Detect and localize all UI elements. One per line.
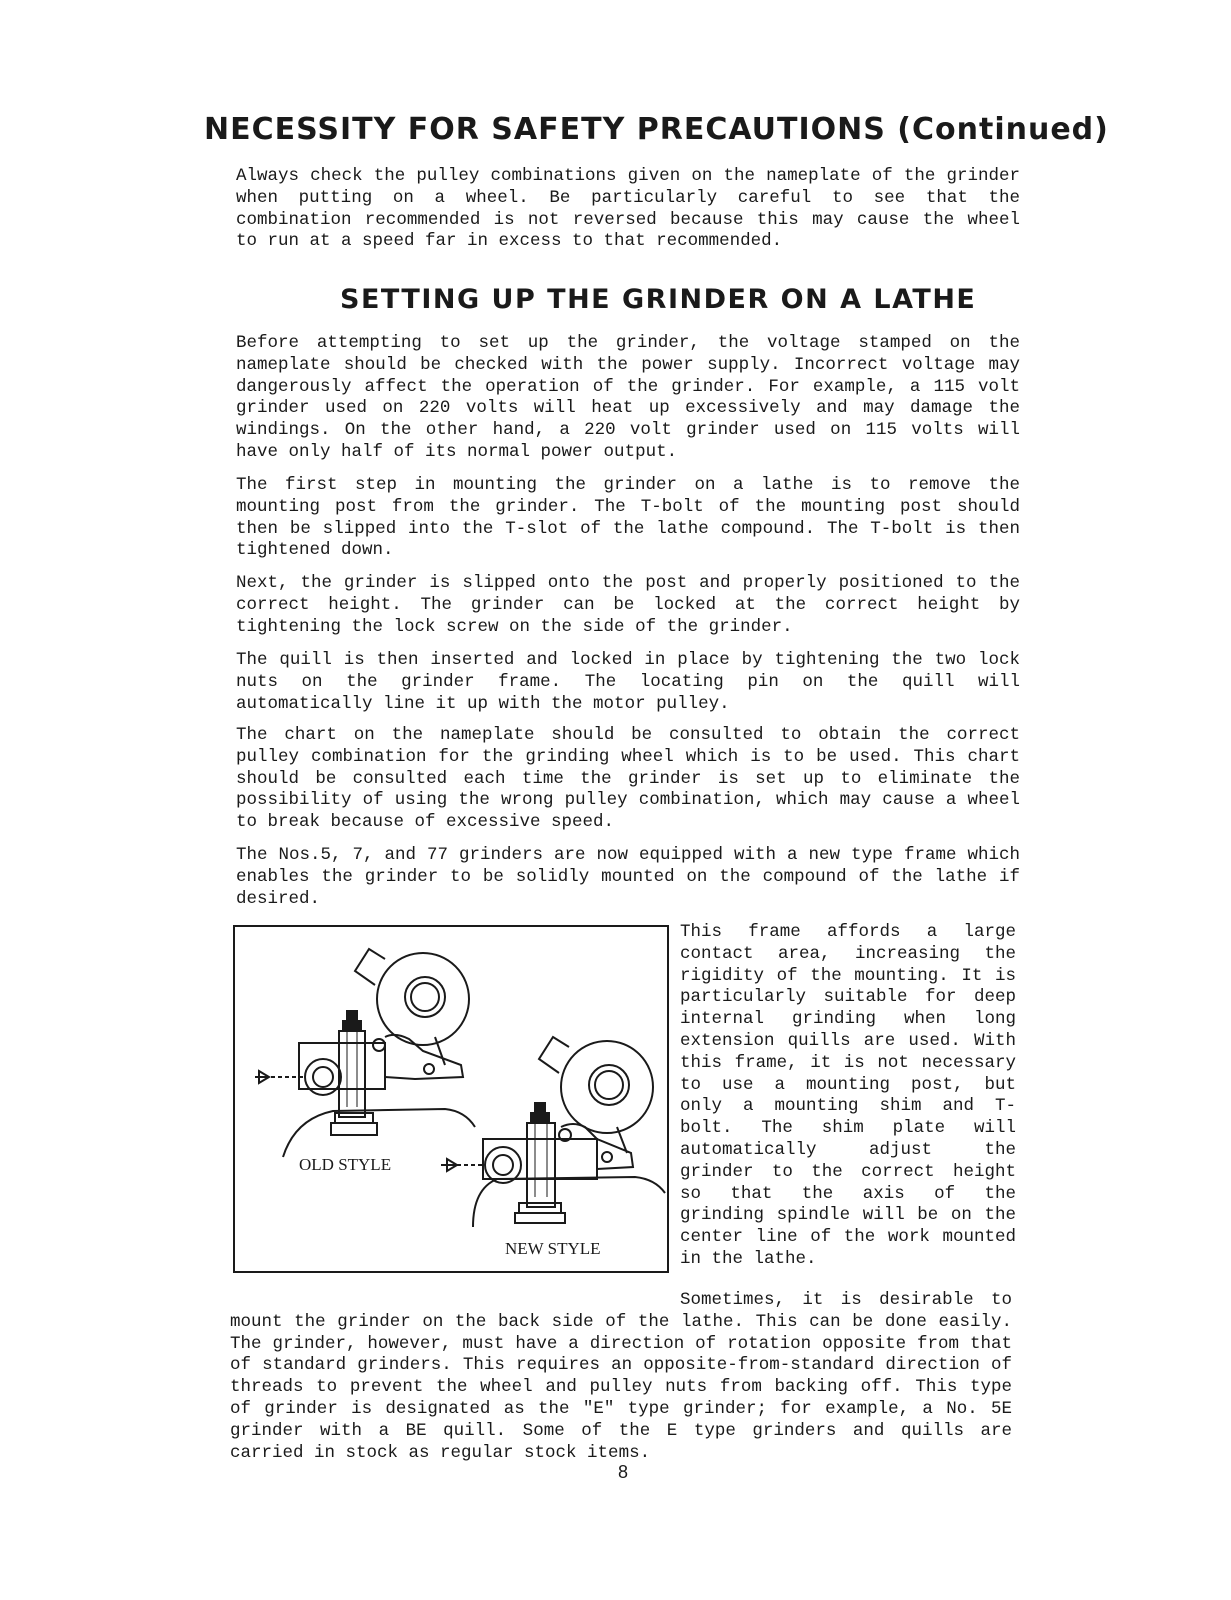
paragraph-chart: The chart on the nameplate should be consulted to obtain the correct pulley combination for the grinding wheel which is to be used. This chart should be consulted each time the grinder is set up to eliminate the possibility of using the wrong pulley combination, which may cause a wheel to break because of excessive speed. [236, 725, 1020, 833]
page-number: 8 [618, 1462, 629, 1482]
old-style-grinder-drawing [255, 949, 475, 1157]
paragraph-back-side-text: Sometimes, it is desirable to mount the grinder on the back side of the lathe. This can be done easily. The grinder, however, must have a direction of rotation opposite from that of standard grinders. This requires an opposite-from-standard direction of threads to prevent the wheel and pulley nuts from backing off. This type of grinder is designated as the "E" type grinder; for example, a No. 5E grinder with a BE quill. Some of the E type grinders and quills are carried in stock as regular stock items. [230, 1290, 1012, 1463]
paragraph-pulley-check: Always check the pulley combinations given on the nameplate of the grinder when putting on a wheel. Be particularly careful to see that the combination recommended is not reversed because this may cause the wheel to run at a speed far in excess to that recommended. [236, 166, 1020, 252]
grinder-diagram [235, 927, 667, 1271]
paragraph-voltage: Before attempting to set up the grinder, the voltage stamped on the nameplate should be checked with the power supply. Incorrect voltage may dangerously affect the operation of the grinder. For example, a 115 volt grinder used on 220 volts will heat up excessively and may damage the windings. On the other hand, a 220 volt grinder used on 115 volts will have only half of its normal power output. [236, 333, 1020, 462]
paragraph-back-side-mount [230, 1290, 1012, 1464]
heading-setting-up: SETTING UP THE GRINDER ON A LATHE [340, 284, 977, 315]
new-style-grinder-drawing [441, 1037, 665, 1227]
grinder-frame-figure [233, 925, 669, 1273]
paragraph-quill: The quill is then inserted and locked in place by tightening the two lock nuts on the grinder frame. The locating pin on the quill will automatically line it up with the motor pulley. [236, 650, 1020, 714]
new-style-label: NEW STYLE [505, 1239, 601, 1258]
paragraph-next-step: Next, the grinder is slipped onto the post and properly positioned to the correct height. The grinder can be locked at the correct height by tightening the lock screw on the side of the grinder. [236, 573, 1020, 637]
heading-safety-continued: NECESSITY FOR SAFETY PRECAUTIONS (Continued) [204, 112, 1109, 147]
paragraph-new-frame: The Nos.5, 7, and 77 grinders are now equipped with a new type frame which enables the grinder to be solidly mounted on the compound of the lathe if desired. [236, 845, 1020, 909]
paragraph-frame-description: This frame affords a large contact area, increasing the rigidity of the mounting. It is particularly suitable for deep internal grinding when long extension quills are used. With this frame, it is not necessary to use a mounting post, but only a mounting shim and T-bolt. The shim plate will automatically adjust the grinder to the correct height so that the axis of the grinding spindle will be on the center line of the work mounted in the lathe. [680, 922, 1016, 1269]
old-style-label: OLD STYLE [299, 1155, 392, 1174]
paragraph-first-step: The first step in mounting the grinder on a lathe is to remove the mounting post from the grinder. The T-bolt of the mounting post should then be slipped into the T-slot of the lathe compound. The T-bolt is then tightened down. [236, 475, 1020, 561]
